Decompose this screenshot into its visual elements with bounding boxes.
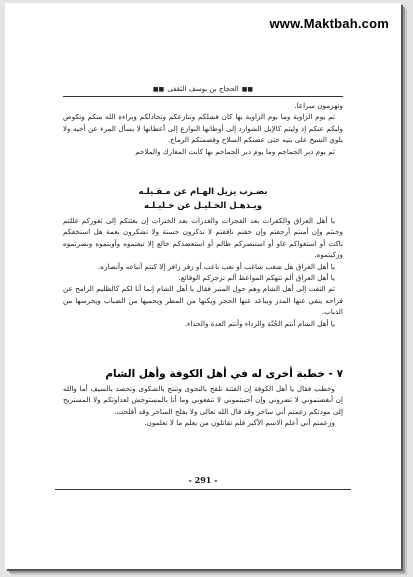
paragraph: وتهزمون سراعا. <box>294 101 343 110</box>
page-number: - 291 - <box>188 475 218 485</box>
section-title: ٧ - خطبة أخرى له في أهل الكوفة وأهل الشام <box>105 368 343 380</box>
paragraph: ثم التفت إلى أهل الشام وهم حول المنبر فقال يا أهل الشام إنما أنا لكم كالظليم الرامح عن فراخه ينفي عنها المدر ويباعد عنها الحجر ويكنها من المطر ويحميها من الضباب ويحرسها من الذباب. <box>63 284 343 317</box>
poem-line: ويـذهـل الخـليـل عن خـليـلـه <box>144 201 262 211</box>
poem-line: بضـرب يزيل الهـام عن مـقـيلـه <box>138 187 268 197</box>
paragraph: ثم يوم الزاوية وما يوم الزاوية بها كان فشلكم وتنازعكم وتخاذلكم وبراءة الله منكم ونكوص وليكم عنكم إذ وليتم كالإبل الشوارد إلى أوطانها النوازع إلى أعطانها لا يسأل المرء عن أخيه ولا يلوي الشيخ على بنيه حتى عضتكم السلاح وقصمتكم الرماح. <box>63 112 343 145</box>
footer-rule <box>55 489 351 490</box>
header-rule <box>63 96 343 97</box>
paragraph: يا أهل العراق هل شغب شاغب أو نعب ناعب أو زفر زافر إلا كنتم أتباعه وأنصاره. <box>98 261 335 271</box>
text-block-a <box>63 100 343 157</box>
square-bullet-icon: ■■ <box>241 86 254 93</box>
text-block-c <box>63 383 343 429</box>
running-header <box>75 85 331 93</box>
paragraph: وزعمتم أني أعلم الاسم الأكبر فلم تقاتلون من يعلم ما لا تعلمون. <box>144 418 335 428</box>
paragraph: يا أهل الشام أنتم الجُنّة والرداء وأنتم العدة والحذاء. <box>184 318 335 328</box>
paragraph: ثم يوم دير الجماجم وما يوم دير الجماجم بها كانت المعارك والملاحم <box>135 146 335 156</box>
square-bullet-icon: ■■ <box>152 86 165 93</box>
site-url[interactable]: www.Maktbah.com <box>269 16 389 31</box>
paragraph: يا أهل العراق والكفرات بعد الفجرات والغدرات بعد الخترات إن بعثتكم إلى ثغوركم غللتم وخنتم وإن أمنتم أرجفتم وإن خفتم نافقتم لا تذكرون حسنة ولا تشكرون نعمة هل استخفكم ناكث أو استغواكم غاو أو استنصركم ظالم أو استعضدكم خالع إلا تبعتموه وآويتموه ونصرتموه وزكيتموه. <box>63 216 343 260</box>
paragraph: يا أهل العراق ألم تنهكم المواعظ ألم تزجركم الوقائع. <box>178 273 335 283</box>
book-page <box>5 3 401 569</box>
paragraph: وخطب فقال يا أهل الكوفة إن الفتنة تلقح بالنجوى وتنتج بالشكوى وتحصد بالسيف أما والله إن أبغضتموني لا تضروني وإن أحببتموني لا تنفعوني وما أنا بالمستوحش لعداوتكم ولا المستريح إلى مودتكم زعمتم أني ساحر وقد قال الله تعالى ولا يفلح الساحر وقد أفلحت. <box>63 384 343 416</box>
text-block-b <box>63 215 343 329</box>
running-header-text: الحجاج بن يوسف الثقفى <box>167 85 239 93</box>
